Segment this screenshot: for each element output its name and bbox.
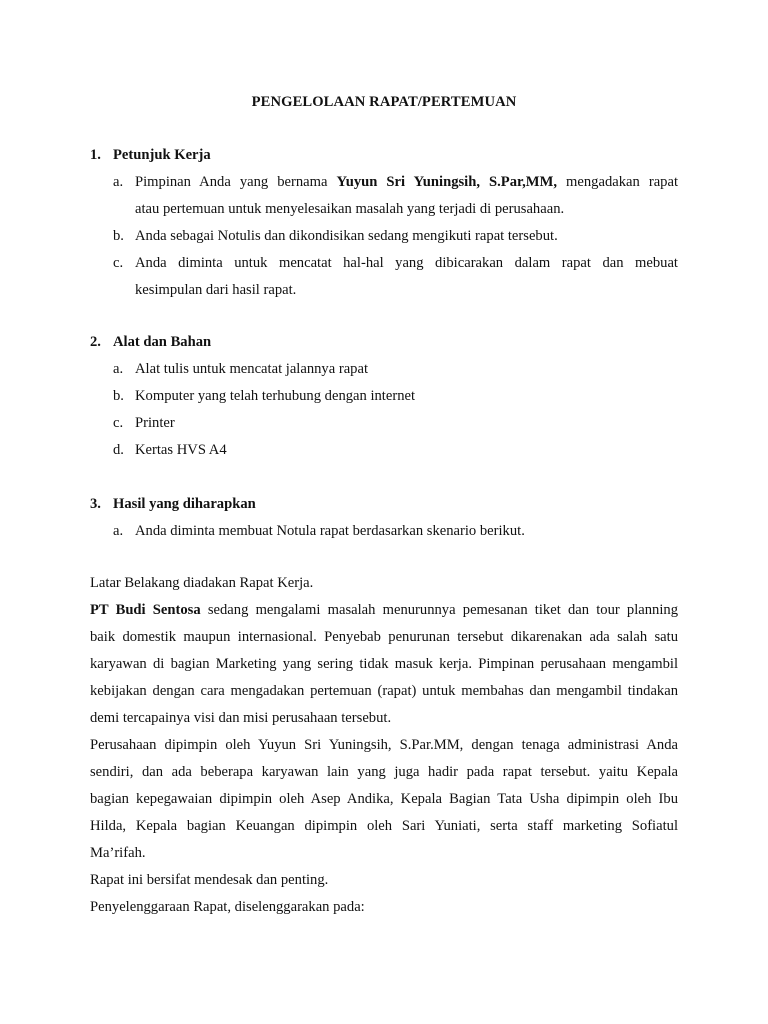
list-item [113,410,678,437]
section-heading-petunjuk-kerja [90,147,211,164]
background-line: Latar Belakang diadakan Rapat Kerja. [90,575,314,591]
list-item [113,518,678,545]
section-number: 2. [90,334,101,350]
list-text-line: Kertas HVS A4 [135,442,227,458]
paragraph-line: Hilda, Kepala bagian Keuangan dipimpin oleh Sari Yuniati, serta staff marketing Sofiatul [90,818,678,834]
list-text-line: Pimpinan Anda yang bernama Yuyun Sri Yuningsih, S.Par,MM, mengadakan rapat [135,174,679,190]
section-title: Petunjuk Kerja [113,147,211,163]
paragraph-line: kebijakan dengan cara mengadakan pertemuan (rapat) untuk membahas dan mengambil tindakan [90,683,678,699]
paragraph-line: karyawan di bagian Marketing yang sering tidak masuk kerja. Pimpinan perusahaan mengambil [90,656,678,672]
list-text-line: atau pertemuan untuk menyelesaikan masalah yang terjadi di perusahaan. [135,201,565,217]
list-letter: c. [113,415,124,431]
list-item [113,383,678,410]
paragraph-line: sendiri, dan ada beberapa karyawan lain yang juga hadir pada rapat tersebut. yaitu Kepala [90,764,678,780]
list-letter: c. [113,255,124,271]
document-title: PENGELOLAAN RAPAT/PERTEMUAN [251,94,517,110]
section-number: 3. [90,496,101,512]
paragraph-line: PT Budi Sentosa sedang mengalami masalah menurunnya pemesanan tiket dan tour planning [90,602,678,618]
list-text-line: Anda diminta untuk mencatat hal-hal yang dibicarakan dalam rapat dan mebuat [135,255,678,271]
section-number: 1. [90,147,101,163]
list-letter: a. [113,361,124,377]
section-heading-alat-dan-bahan [90,334,211,351]
paragraph-line: demi tercapainya visi dan misi perusahaan tersebut. [90,710,392,726]
list-text-line: Anda diminta membuat Notula rapat berdasarkan skenario berikut. [135,523,525,539]
paragraph-line: bagian kepegawaian dipimpin oleh Asep Andika, Kepala Bagian Tata Usha dipimpin oleh Ibu [90,791,678,807]
paragraph-line: baik domestik maupun internasional. Penyebab penurunan tersebut dikarenakan ada salah satu [90,629,678,645]
section-heading-hasil-yang-diharapkan [90,496,256,513]
list-letter: a. [113,523,124,539]
leader-name: Yuyun Sri Yuningsih, S.Par,MM, [336,174,557,190]
list-letter: a. [113,174,124,190]
list-item [113,223,678,250]
list-text-line: kesimpulan dari hasil rapat. [135,282,297,298]
list-text-line: Anda sebagai Notulis dan dikondisikan sedang mengikuti rapat tersebut. [135,228,558,244]
paragraph-line: Ma’rifah. [90,845,146,861]
section-title: Alat dan Bahan [113,334,212,350]
list-item [113,169,678,223]
list-letter: d. [113,442,124,458]
list-text-line: Alat tulis untuk mencatat jalannya rapat [135,361,369,377]
paragraph-line: Rapat ini bersifat mendesak dan penting. [90,872,329,888]
list-text-line: Printer [135,415,175,431]
paragraph-line: Penyelenggaraan Rapat, diselenggarakan pada: [90,899,365,915]
list-item [113,356,678,383]
list-item [113,250,678,304]
section-title: Hasil yang diharapkan [113,496,256,512]
paragraph-line: Perusahaan dipimpin oleh Yuyun Sri Yuningsih, S.Par.MM, dengan tenaga administrasi Anda [90,737,678,753]
list-letter: b. [113,228,124,244]
list-text-line: Komputer yang telah terhubung dengan internet [135,388,416,404]
body-text [90,570,678,921]
list-letter: b. [113,388,124,404]
list-item [113,437,678,464]
company-name: PT Budi Sentosa [90,602,201,618]
